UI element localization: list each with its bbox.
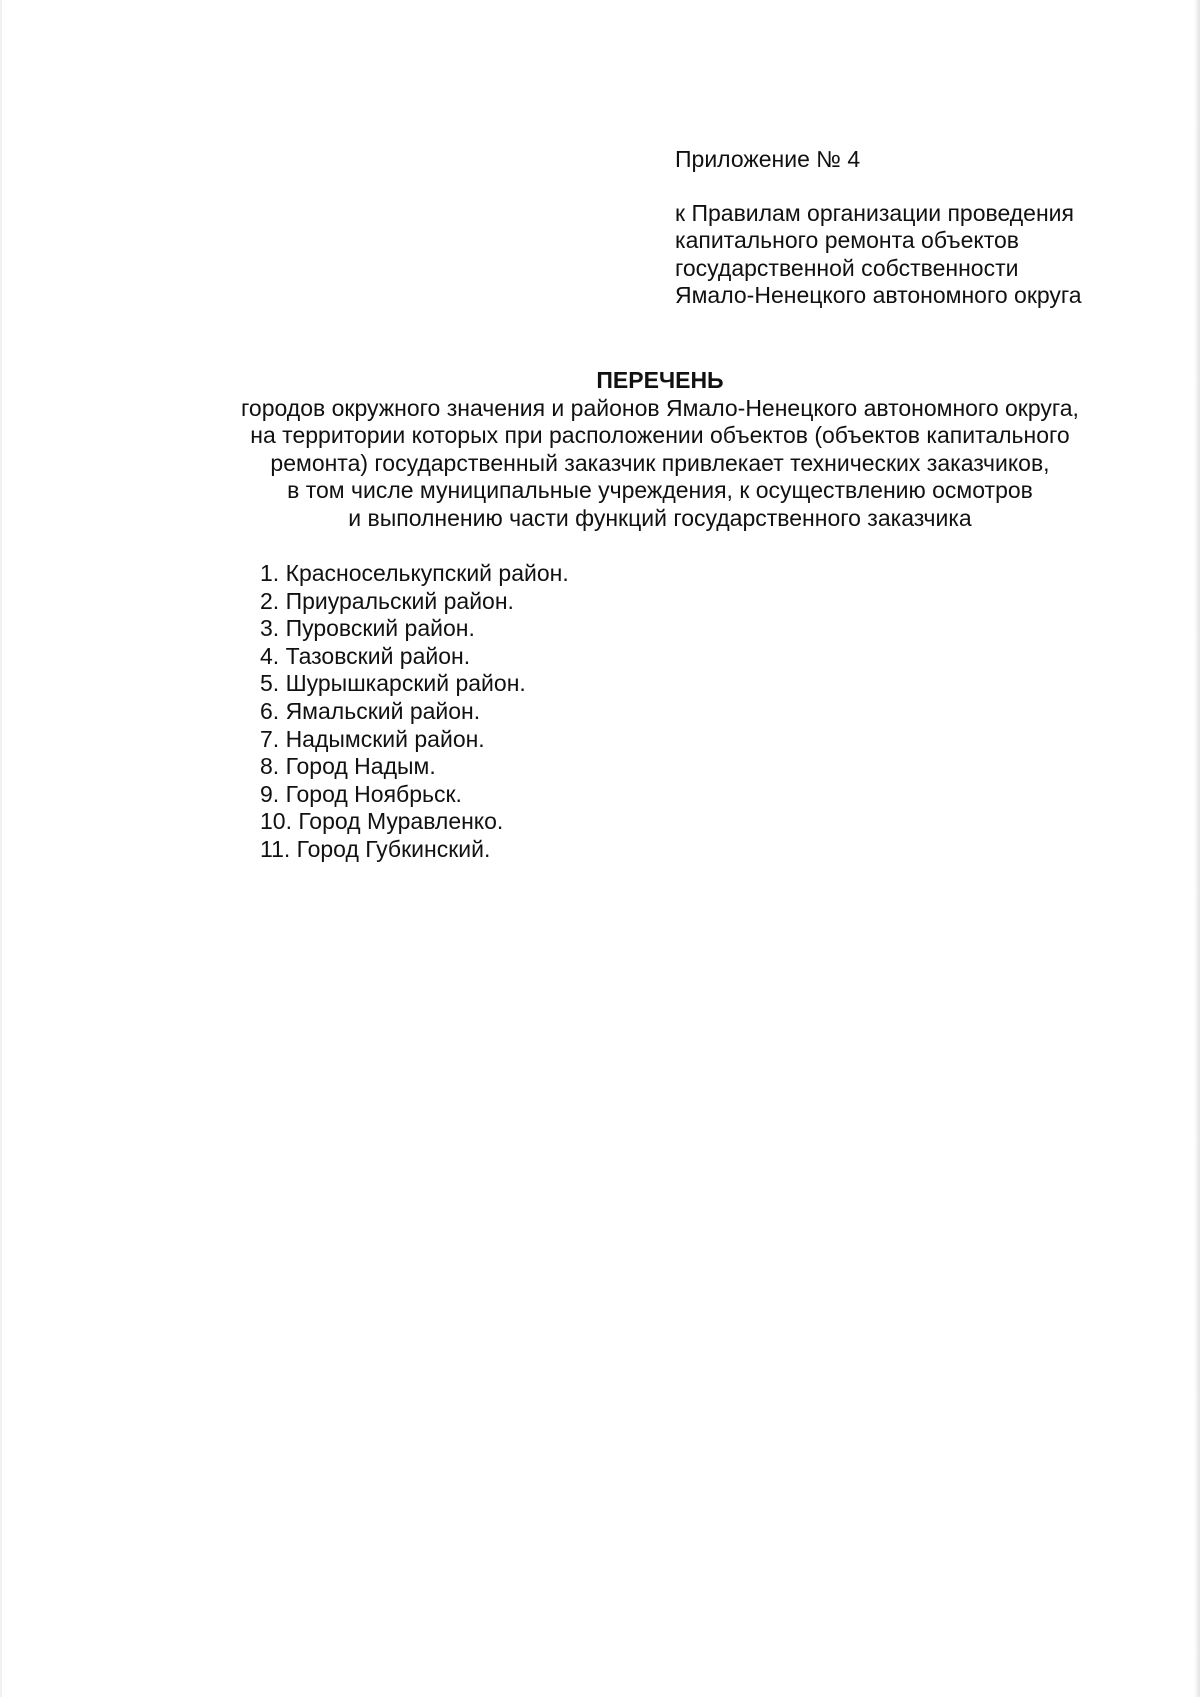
appendix-reference-line: государственной собственности [675,254,1019,281]
appendix-reference-line: капитального ремонта объектов [675,227,1020,253]
list-item: 11. Город Губкинский. [260,835,491,862]
document-subtitle-line: на территории которых при расположении объектов (объектов капитального [250,422,1070,448]
appendix-header [675,146,1175,310]
list-item: 4. Тазовский район. [260,642,471,669]
document-subtitle-line: ремонта) государственный заказчик привлекает технических заказчиков, [270,449,1050,476]
page-left-edge [0,0,2,1697]
list-item: 8. Город Надым. [260,753,436,780]
document-subtitle-line: в том числе муниципальные учреждения, к осуществлению осмотров [287,477,1033,503]
list-item: 6. Ямальский район. [260,697,481,724]
document-title: ПЕРЕЧЕНЬ [596,367,724,393]
list-item: 3. Пуровский район. [260,615,475,642]
document-subtitle-line: городов окружного значения и районов Ямало-Ненецкого автономного округа, [241,394,1079,421]
page-right-edge [1194,0,1200,1697]
appendix-reference [675,200,1175,310]
list-item: 10. Город Муравленко. [260,808,504,835]
territory-list [260,560,569,864]
list-item: 5. Шурышкарский район. [260,670,526,697]
appendix-reference-line: к Правилам организации проведения [675,199,1074,226]
list-item: 9. Город Ноябрьск. [260,780,462,807]
appendix-number: Приложение № 4 [675,146,861,172]
list-item: 1. Красноселькупский район. [260,560,569,586]
document-subtitle-line: и выполнению части функций государственного заказчика [348,504,972,531]
list-item: 2. Приуральский район. [260,587,514,614]
list-item: 7. Надымский район. [260,725,485,752]
appendix-reference-line: Ямало-Ненецкого автономного округа [675,282,1082,308]
document-heading [160,367,1160,532]
